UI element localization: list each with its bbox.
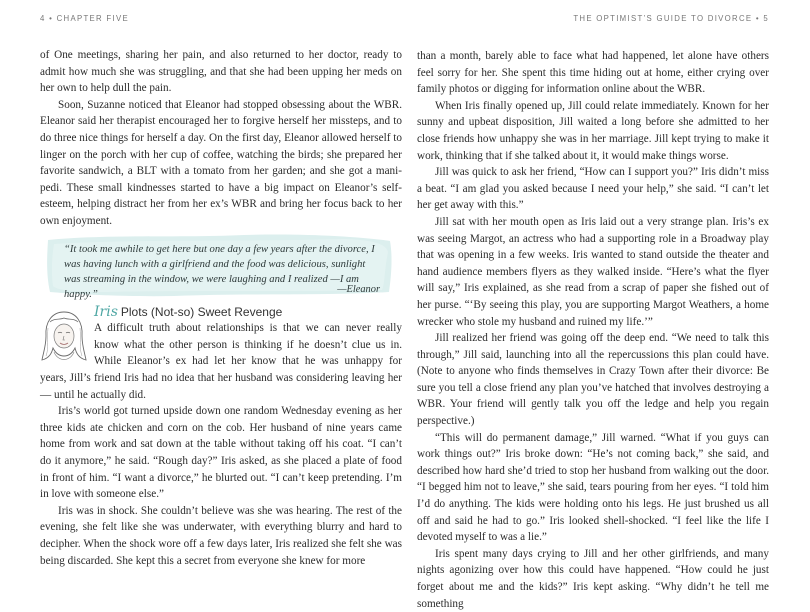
paragraph: Jill realized her friend was going off the deep end. “We need to talk this through,” Jill said, launching into all the repercussions this plan could have. (Note to anyone who finds themselves in Crazy Town after their divorce: Be sure you tell a close friend any plan you’ve hatched that involves destroying a WBR. Your friend will gently talk you off the ledge and help you regain perspective.) — [417, 332, 769, 428]
left-running-head: 4 • CHAPTER FIVE — [40, 14, 129, 23]
paragraph: Iris spent many days crying to Jill and her other girlfriends, and many nights agonizing over how this could have happened. “How could he just forget about me and the kids?” Iris kept asking. “Why didn’t he tell me something — [417, 547, 769, 610]
text-line: know what the other person is thinking if he doesn’t clue us in. — [94, 339, 402, 351]
text-line: A difficult truth about relationships is that we can never really — [94, 322, 402, 334]
paragraph: “This will do permanent damage,” Jill warned. “What if you guys can work things out?” Iris broke down: “He’s not coming back,” she said, and described how hard she’d tried to stop her husband from walking out the door. “I begged him not to leave,” she said, tears pouring from her eyes. “I told him I’d do anything. The kids were holding onto his legs. He just brushed us all off and said he had to go.” Iris looked shell-shocked. “I feel like the life I devoted myself to was a lie.” — [417, 431, 769, 544]
section-heading-title: Plots (Not-so) Sweet Revenge — [120, 305, 283, 319]
paragraph: years, Jill’s friend Iris had no idea that her husband was considering leaving her — until he actually did. — [40, 372, 402, 401]
paragraph: Jill was quick to ask her friend, “How can I support you?” Iris didn’t miss a beat. “I am glad you asked because I need your help,” she said. “I can’t let her get away with this.” — [417, 166, 769, 212]
section-heading-name: Iris — [94, 304, 118, 320]
quote-text: “It took me awhile to get here but one day a few years after the divorce, I was having lunch with a girlfriend and the food was delicious, sunlight was streaming in the window, we were laughing and I realized —I am happy.” — [64, 244, 375, 300]
paragraph: Jill sat with her mouth open as Iris laid out a very strange plan. Iris’s ex was seeing Margot, an actress who had a supporting role in a Broadway play that was opening in a few weeks. Iris wanted to stand outside the theater and hand audience members flyers as they walked inside. “Here’s what the flyer will say,” Iris explained, as she read from a scrap of paper she fished out of her purse. “‘By seeing this play, you are supporting Margot Weathers, a home wrecker who stole my husband and ruined my life.’” — [417, 215, 769, 328]
left-text-block-top — [40, 47, 402, 230]
paragraph: of One meetings, sharing her pain, and also returned to her doctor, ready to admit how much she was struggling, and that she had been upping her meds on her own to help dull the pain. — [40, 49, 402, 95]
text-line: While Eleanor’s ex had let her know that he was unhappy for — [94, 355, 402, 367]
paragraph: When Iris finally opened up, Jill could relate immediately. Known for her sunny and upbeat disposition, Jill waited a long before she admitted to her close friends how unhappy she was in her marriage. Jill kept trying to make it work, thinking that if she talked about it, it would make things worse. — [417, 99, 769, 162]
right-running-head: THE OPTIMIST’S GUIDE TO DIVORCE • 5 — [573, 14, 769, 23]
iris-portrait-illustration — [40, 308, 88, 364]
left-text-block-bottom — [40, 370, 402, 569]
paragraph: Soon, Suzanne noticed that Eleanor had stopped obsessing about the WBR. Eleanor said her therapist encouraged her to forgive herself her missteps, and to do three nice things for herself a day. On the first day, Eleanor allowed herself to linger on the porch with her cup of coffee, watching the birds; she prepared her favorite sandwich, a BLT with a tomato from her garden; and she got a mani-pedi. These small kindnesses started to have a big impact on Eleanor’s self-esteem, helping distract her from her ex’s WBR and bring her focus back to her own enjoyment. — [40, 98, 402, 227]
right-text-block — [417, 48, 769, 612]
section-heading — [94, 304, 282, 320]
pull-quote — [44, 232, 394, 298]
paragraph: than a month, barely able to face what had happened, let alone have others feel sorry for her. She spent this time hiding out at home, either crying over family photos or digging for information online about the WBR. — [417, 50, 769, 96]
right-page — [417, 0, 769, 608]
paragraph: Iris was in shock. She couldn’t believe was she was hearing. The rest of the evening, she felt like she was underwater, with everything blurry and hard to decipher. When the shock wore off a few days later, Iris realized she felt she was being discarded. She kept this a secret from everyone she knew for more — [40, 504, 402, 567]
quote-attribution: —Eleanor — [337, 284, 380, 295]
paragraph: Iris’s world got turned upside down one random Wednesday evening as her three kids ate chicken and corn on the cob. Her husband of nine years came home from work and sat down at the table without taking off his coat. “I can’t do it anymore,” he said. “Rough day?” Iris asked, as she placed a plate of food in front of him. “I want a divorce,” he blurted out. “I can’t keep pretending. I’m in love with someone else.” — [40, 405, 402, 501]
left-page — [40, 0, 402, 608]
